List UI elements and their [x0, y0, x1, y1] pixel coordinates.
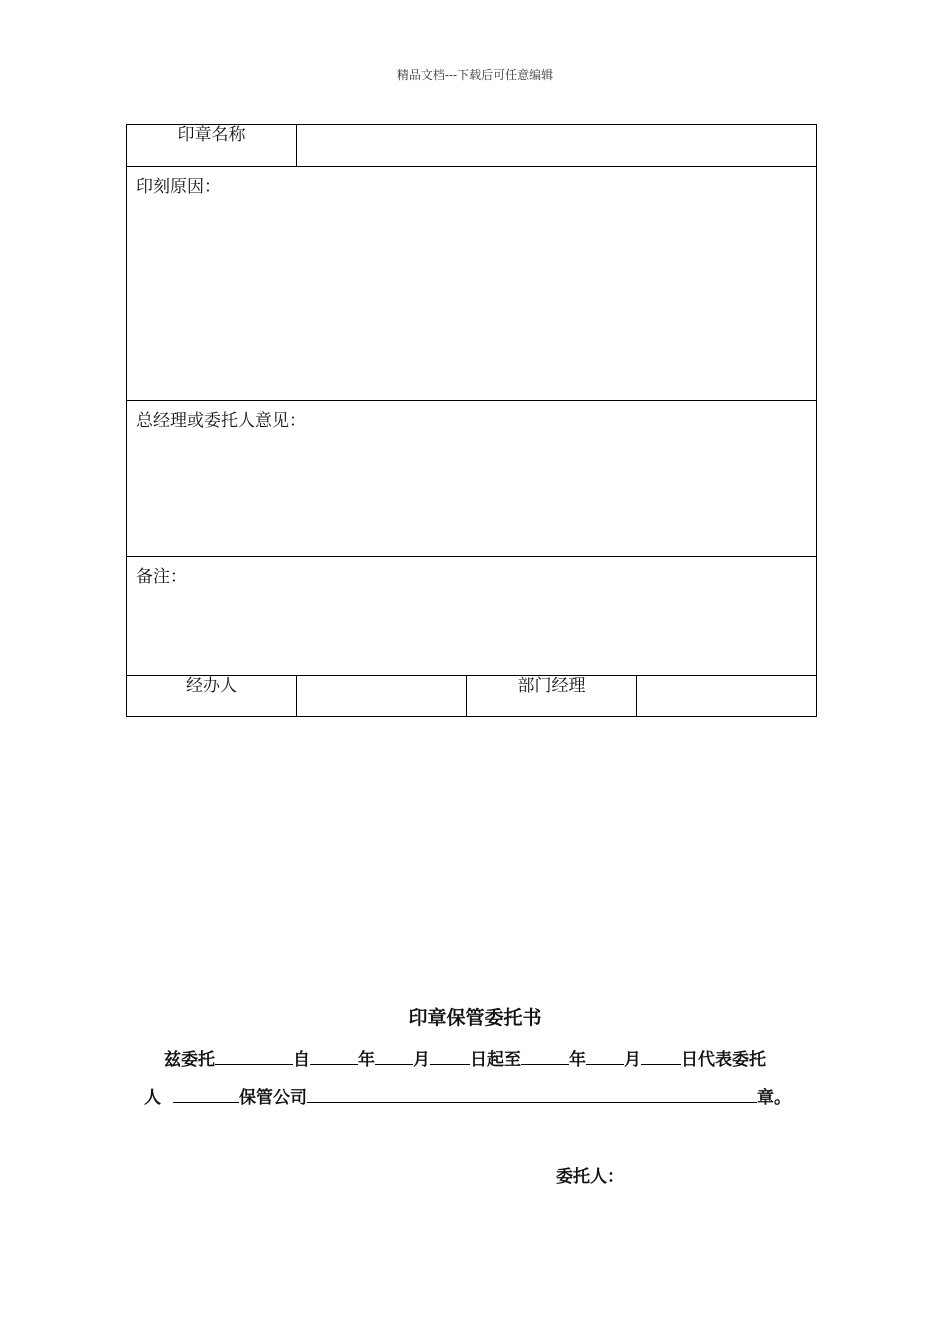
start-year-blank[interactable]: [310, 1047, 358, 1065]
seal-application-form: [126, 124, 817, 717]
line1-text-3: 年: [358, 1050, 375, 1070]
reason-label: 印刻原因：: [136, 177, 221, 197]
remarks-cell[interactable]: [127, 557, 817, 676]
end-month-blank[interactable]: [586, 1047, 624, 1065]
handler-field[interactable]: [297, 676, 467, 717]
signer-label: 委托人：: [556, 1167, 624, 1187]
end-day-blank[interactable]: [641, 1047, 681, 1065]
line1-text-5: 日起至: [470, 1050, 521, 1070]
start-day-blank[interactable]: [430, 1047, 470, 1065]
delegator-blank[interactable]: [173, 1085, 239, 1103]
manager-opinion-cell[interactable]: [127, 401, 817, 557]
entrust-line-1: [164, 1047, 766, 1072]
handler-label: 经办人: [127, 676, 297, 717]
line1-text-6: 年: [569, 1050, 586, 1070]
line1-text-4: 月: [413, 1050, 430, 1070]
header-note: 精品文档---下载后可任意编辑: [396, 68, 554, 82]
dept-manager-field[interactable]: [637, 676, 817, 717]
seal-type-blank[interactable]: [307, 1085, 757, 1103]
entrust-line-2: [144, 1085, 791, 1110]
remarks-label: 备注：: [136, 567, 187, 587]
end-year-blank[interactable]: [521, 1047, 569, 1065]
seal-name-field[interactable]: [297, 125, 817, 167]
entrust-title: 印章保管委托书: [408, 1007, 542, 1029]
manager-opinion-label: 总经理或委托人意见：: [136, 411, 306, 431]
seal-name-label: 印章名称: [127, 125, 297, 167]
line1-text-8: 日代表委托: [681, 1050, 766, 1070]
line1-text-1: 兹委托: [164, 1050, 215, 1070]
line1-text-2: 自: [293, 1050, 310, 1070]
line1-text-7: 月: [624, 1050, 641, 1070]
line2-text-2: 保管公司: [239, 1088, 307, 1108]
start-month-blank[interactable]: [375, 1047, 413, 1065]
reason-cell[interactable]: [127, 167, 817, 401]
line2-text-3: 章。: [757, 1088, 791, 1108]
line2-text-1: 人: [144, 1088, 161, 1108]
dept-manager-label: 部门经理: [467, 676, 637, 717]
trustee-blank[interactable]: [215, 1047, 293, 1065]
